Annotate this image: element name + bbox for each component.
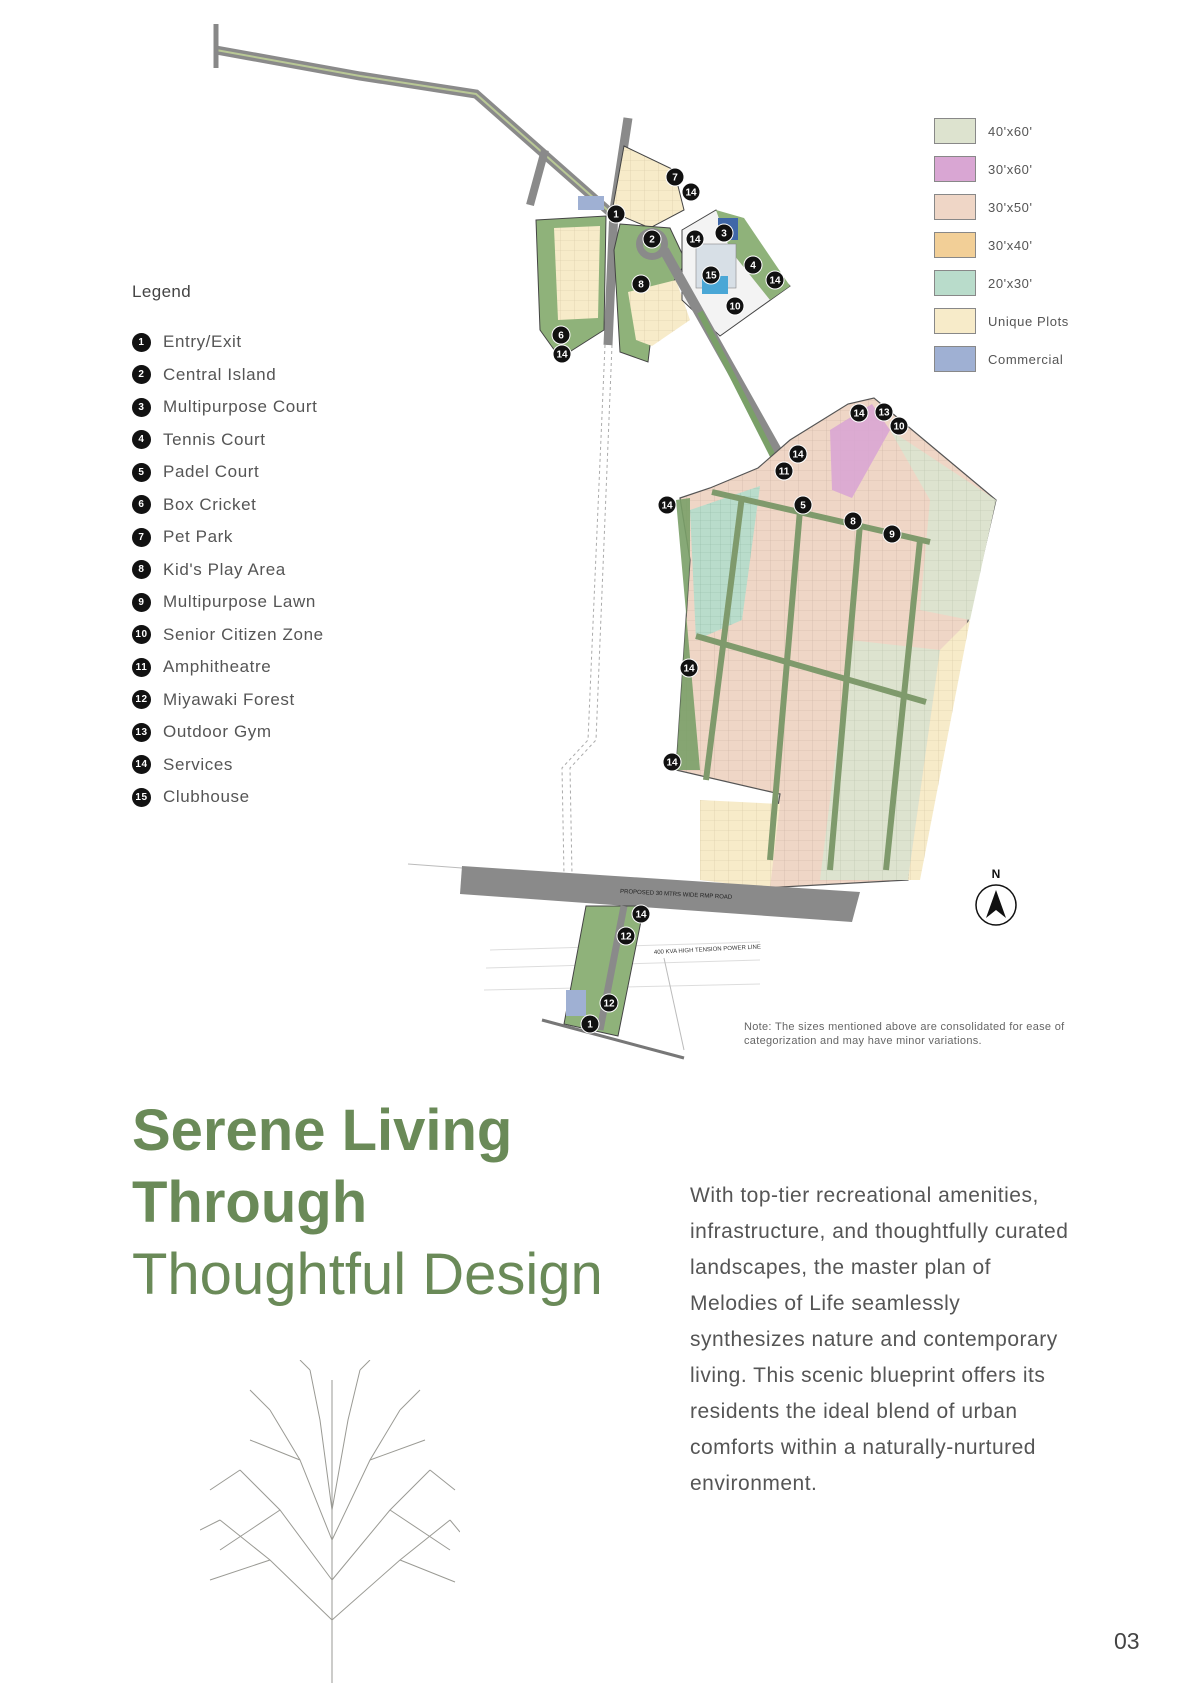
legend-label: Multipurpose Lawn bbox=[163, 592, 316, 612]
plot-size-item bbox=[934, 226, 1069, 264]
amenity-marker-number: 14 bbox=[666, 757, 678, 769]
road-label: PROPOSED 30 MTRS WIDE RMP ROAD bbox=[619, 889, 733, 901]
headline bbox=[132, 1095, 603, 1311]
plot-size-label: Commercial bbox=[988, 351, 1064, 367]
amenity-marker bbox=[607, 205, 625, 223]
description-paragraph: With top-tier recreational amenities, infrastructure, and thoughtfully curated landscapes, the master plan of Melodies of Life seamlessly synthesizes nature and contemporary living. This scenic blueprint offers its residents the ideal blend of urban comforts within a naturally-nurtured environment. bbox=[690, 1184, 1069, 1495]
legend-number-badge: 12 bbox=[132, 690, 151, 709]
legend-item bbox=[132, 326, 324, 359]
amenity-marker bbox=[789, 445, 807, 463]
legend-number-badge: 6 bbox=[132, 495, 151, 514]
amenity-marker bbox=[680, 659, 698, 677]
color-swatch bbox=[934, 194, 976, 220]
legend-label: Miyawaki Forest bbox=[163, 689, 295, 709]
color-swatch bbox=[934, 270, 976, 296]
legend-item bbox=[132, 684, 324, 717]
headline-line-3: Thoughtful Design bbox=[132, 1242, 603, 1307]
legend-label: Box Cricket bbox=[163, 494, 257, 514]
sizes-note: Note: The sizes mentioned above are consolidated for ease of categorization and may have minor variations. bbox=[744, 1021, 1065, 1047]
plot-size-label: 40'x60' bbox=[988, 123, 1033, 139]
amenity-marker bbox=[658, 496, 676, 514]
amenity-marker-number: 13 bbox=[878, 407, 890, 419]
legend-title: Legend bbox=[132, 282, 192, 301]
amenity-marker-number: 15 bbox=[705, 270, 717, 282]
legend-number-badge: 7 bbox=[132, 528, 151, 547]
headline-line-2: Through bbox=[132, 1170, 368, 1235]
plot-size-label: Unique Plots bbox=[988, 313, 1069, 329]
amenity-marker-number: 10 bbox=[893, 421, 905, 433]
amenity-marker bbox=[581, 1015, 599, 1033]
legend-number-badge: 2 bbox=[132, 365, 151, 384]
page-number: 03 bbox=[1114, 1628, 1140, 1654]
plot-size-item bbox=[934, 150, 1069, 188]
legend-item bbox=[132, 521, 324, 554]
plot-size-list bbox=[934, 112, 1069, 378]
legend-label: Pet Park bbox=[163, 527, 233, 547]
legend-item bbox=[132, 456, 324, 489]
legend-number-badge: 4 bbox=[132, 430, 151, 449]
amenity-marker-number: 12 bbox=[603, 998, 615, 1010]
plot-size-label: 30'x50' bbox=[988, 199, 1033, 215]
legend-item bbox=[132, 391, 324, 424]
amenity-marker bbox=[686, 230, 704, 248]
amenity-marker bbox=[632, 905, 650, 923]
amenity-marker-number: 1 bbox=[587, 1019, 593, 1031]
plot-size-item bbox=[934, 188, 1069, 226]
legend-label: Outdoor Gym bbox=[163, 722, 272, 742]
amenity-marker-number: 5 bbox=[800, 500, 806, 512]
legend-item bbox=[132, 716, 324, 749]
legend-number-badge: 3 bbox=[132, 398, 151, 417]
legend-item bbox=[132, 424, 324, 457]
plot-size-item bbox=[934, 302, 1069, 340]
amenity-marker-number: 4 bbox=[750, 260, 756, 272]
amenity-marker bbox=[553, 345, 571, 363]
amenity-marker-number: 14 bbox=[685, 187, 697, 199]
dashed-corridor bbox=[562, 345, 612, 875]
amenity-marker bbox=[744, 256, 762, 274]
amenity-marker-number: 12 bbox=[620, 931, 632, 943]
plot-size-item bbox=[934, 340, 1069, 378]
north-west-block bbox=[536, 196, 606, 358]
amenity-marker bbox=[617, 927, 635, 945]
legend-number-badge: 9 bbox=[132, 593, 151, 612]
legend-label: Multipurpose Court bbox=[163, 397, 318, 417]
legend-number-badge: 8 bbox=[132, 560, 151, 579]
amenity-marker-number: 14 bbox=[769, 275, 781, 287]
legend-number-badge: 15 bbox=[132, 788, 151, 807]
amenity-marker-number: 11 bbox=[778, 466, 790, 478]
amenity-marker bbox=[600, 994, 618, 1012]
tree-illustration bbox=[200, 1360, 460, 1683]
amenity-marker-number: 14 bbox=[792, 449, 804, 461]
amenity-marker-number: 6 bbox=[558, 330, 564, 342]
legend-number-badge: 11 bbox=[132, 658, 151, 677]
amenity-marker-number: 8 bbox=[638, 279, 644, 291]
legend-item bbox=[132, 749, 324, 782]
amenity-marker-number: 10 bbox=[729, 301, 741, 313]
legend-item bbox=[132, 359, 324, 392]
amenity-marker-number: 14 bbox=[661, 500, 673, 512]
legend-number-badge: 1 bbox=[132, 333, 151, 352]
amenity-marker-number: 7 bbox=[672, 172, 678, 184]
amenity-marker bbox=[726, 297, 744, 315]
amenity-marker bbox=[702, 266, 720, 284]
headline-line-1: Serene Living bbox=[132, 1098, 513, 1163]
north-east-block bbox=[612, 146, 790, 362]
amenity-marker bbox=[632, 275, 650, 293]
legend-list bbox=[132, 326, 324, 814]
legend-number-badge: 5 bbox=[132, 463, 151, 482]
amenity-marker bbox=[682, 183, 700, 201]
legend-item bbox=[132, 781, 324, 814]
color-swatch bbox=[934, 118, 976, 144]
south-parcel bbox=[542, 906, 684, 1058]
legend-label: Central Island bbox=[163, 364, 277, 384]
color-swatch bbox=[934, 156, 976, 182]
legend-label: Padel Court bbox=[163, 462, 260, 482]
legend-label: Services bbox=[163, 754, 233, 774]
legend-number-badge: 13 bbox=[132, 723, 151, 742]
amenity-marker-number: 14 bbox=[853, 408, 865, 420]
amenity-marker bbox=[643, 230, 661, 248]
amenity-marker-number: 8 bbox=[850, 516, 856, 528]
amenity-marker bbox=[775, 462, 793, 480]
legend-number-badge: 14 bbox=[132, 755, 151, 774]
amenity-marker-number: 14 bbox=[635, 909, 647, 921]
legend-item bbox=[132, 489, 324, 522]
legend-item bbox=[132, 651, 324, 684]
link-green bbox=[700, 312, 778, 466]
legend-item bbox=[132, 619, 324, 652]
color-swatch bbox=[934, 232, 976, 258]
legend-label: Entry/Exit bbox=[163, 332, 242, 352]
plot-size-item bbox=[934, 112, 1069, 150]
amenity-marker-number: 2 bbox=[649, 234, 655, 246]
amenity-marker-number: 3 bbox=[721, 228, 727, 240]
legend-label: Amphitheatre bbox=[163, 657, 272, 677]
plot-size-item bbox=[934, 264, 1069, 302]
amenity-legend bbox=[132, 282, 324, 814]
amenity-marker-number: 1 bbox=[613, 209, 619, 221]
north-compass-icon bbox=[976, 867, 1016, 925]
plot-size-label: 30'x60' bbox=[988, 161, 1033, 177]
powerline-label: 400 KVA HIGH TENSION POWER LINE bbox=[653, 944, 762, 956]
amenity-marker bbox=[844, 512, 862, 530]
main-parcel bbox=[676, 398, 996, 888]
amenity-marker bbox=[850, 404, 868, 422]
legend-label: Clubhouse bbox=[163, 787, 250, 807]
amenity-marker-number: 14 bbox=[683, 663, 695, 675]
amenity-marker bbox=[663, 753, 681, 771]
color-swatch bbox=[934, 308, 976, 334]
amenity-marker bbox=[794, 496, 812, 514]
amenity-marker bbox=[715, 224, 733, 242]
amenity-marker bbox=[552, 326, 570, 344]
amenity-marker-number: 14 bbox=[556, 349, 568, 361]
color-swatch bbox=[934, 346, 976, 372]
amenity-marker bbox=[766, 271, 784, 289]
plot-size-label: 20'x30' bbox=[988, 275, 1033, 291]
plot-size-label: 30'x40' bbox=[988, 237, 1033, 253]
legend-label: Senior Citizen Zone bbox=[163, 624, 324, 644]
amenity-marker bbox=[890, 417, 908, 435]
amenity-marker bbox=[883, 525, 901, 543]
amenity-marker bbox=[666, 168, 684, 186]
legend-item bbox=[132, 586, 324, 619]
amenity-marker-number: 14 bbox=[689, 234, 701, 246]
legend-label: Kid's Play Area bbox=[163, 559, 286, 579]
amenity-marker bbox=[875, 403, 893, 421]
legend-number-badge: 10 bbox=[132, 625, 151, 644]
amenity-marker-number: 9 bbox=[889, 529, 895, 541]
legend-label: Tennis Court bbox=[163, 429, 266, 449]
legend-item bbox=[132, 554, 324, 587]
plot-size-key bbox=[934, 112, 1069, 378]
compass-label: N bbox=[991, 867, 1001, 881]
